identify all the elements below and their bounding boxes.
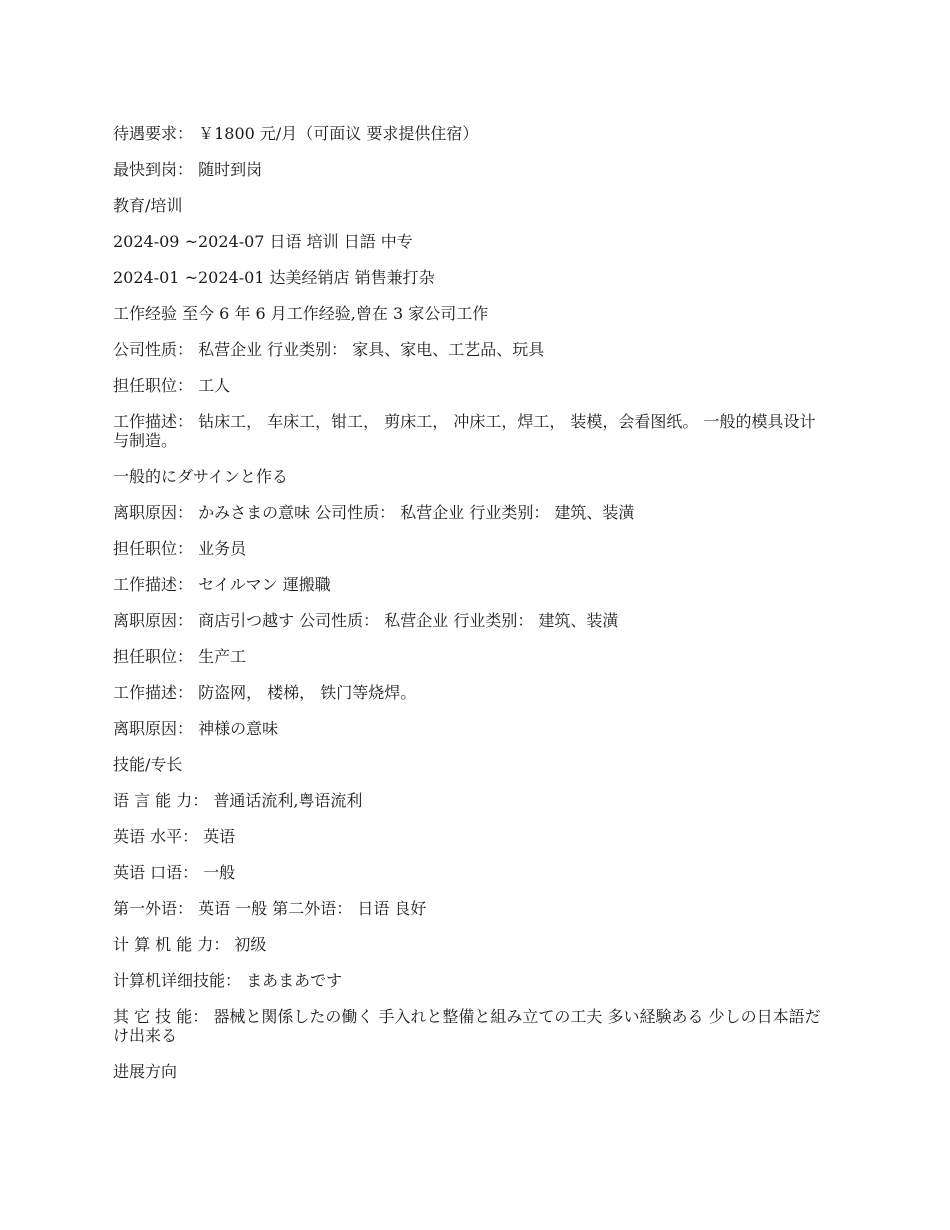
earliest-start: 最快到岗： 随时到岗 bbox=[113, 160, 263, 179]
company-info: 公司性质： 私营企业 行业类别： 家具、家电、工艺品、玩具 bbox=[113, 340, 545, 359]
position-held: 担任职位： 工人 bbox=[113, 376, 231, 395]
resume-document bbox=[113, 124, 829, 1098]
language-ability: 语 言 能 力： 普通话流利,粤语流利 bbox=[113, 791, 363, 810]
other-skills: 其 它 技 能： 器械と関係したの働く 手入れと整備と組み立ての工夫 多い経験ある 少しの日本語だけ出来る bbox=[113, 1007, 821, 1045]
section-heading-skills: 技能/专长 bbox=[113, 755, 183, 774]
salary-requirement: 待遇要求： ￥1800 元/月（可面议 要求提供住宿） bbox=[113, 124, 479, 143]
section-heading-education: 教育/培训 bbox=[113, 196, 183, 215]
education-entry: 2024-09 ~2024-07 日语 培训 日語 中专 bbox=[113, 232, 413, 251]
computer-ability: 计 算 机 能 力： 初级 bbox=[113, 935, 267, 954]
education-entry: 2024-01 ~2024-01 达美经销店 销售兼打杂 bbox=[113, 268, 435, 287]
leave-reason-company-info: 离职原因： かみさまの意味 公司性质： 私营企业 行业类别： 建筑、装潢 bbox=[113, 503, 635, 522]
position-held: 担任职位： 生产工 bbox=[113, 647, 247, 666]
section-heading-career-direction: 进展方向 bbox=[113, 1062, 178, 1081]
job-description: 工作描述： セイルマン 運搬職 bbox=[113, 575, 331, 594]
job-description: 工作描述： 钻床工， 车床工，钳工， 剪床工， 冲床工，焊工， 装模，会看图纸。 一般的模具设计与制造。 bbox=[113, 412, 816, 450]
foreign-languages: 第一外语： 英语 一般 第二外语： 日语 良好 bbox=[113, 899, 427, 918]
english-speaking: 英语 口语： 一般 bbox=[113, 863, 236, 882]
section-heading-work-experience: 工作经验 至今 6 年 6 月工作经验,曾在 3 家公司工作 bbox=[113, 304, 489, 323]
leave-reason-company-info: 离职原因： 商店引つ越す 公司性质： 私营企业 行业类别： 建筑、装潢 bbox=[113, 611, 619, 630]
job-description: 工作描述： 防盗网， 楼梯， 铁门等烧焊。 bbox=[113, 683, 417, 702]
job-description-note: 一般的にダサインと作る bbox=[113, 467, 288, 486]
position-held: 担任职位： 业务员 bbox=[113, 539, 247, 558]
computer-skills-detail: 计算机详细技能： まあまあです bbox=[113, 971, 343, 990]
leave-reason: 离职原因： 神様の意味 bbox=[113, 719, 279, 738]
english-level: 英语 水平： 英语 bbox=[113, 827, 236, 846]
